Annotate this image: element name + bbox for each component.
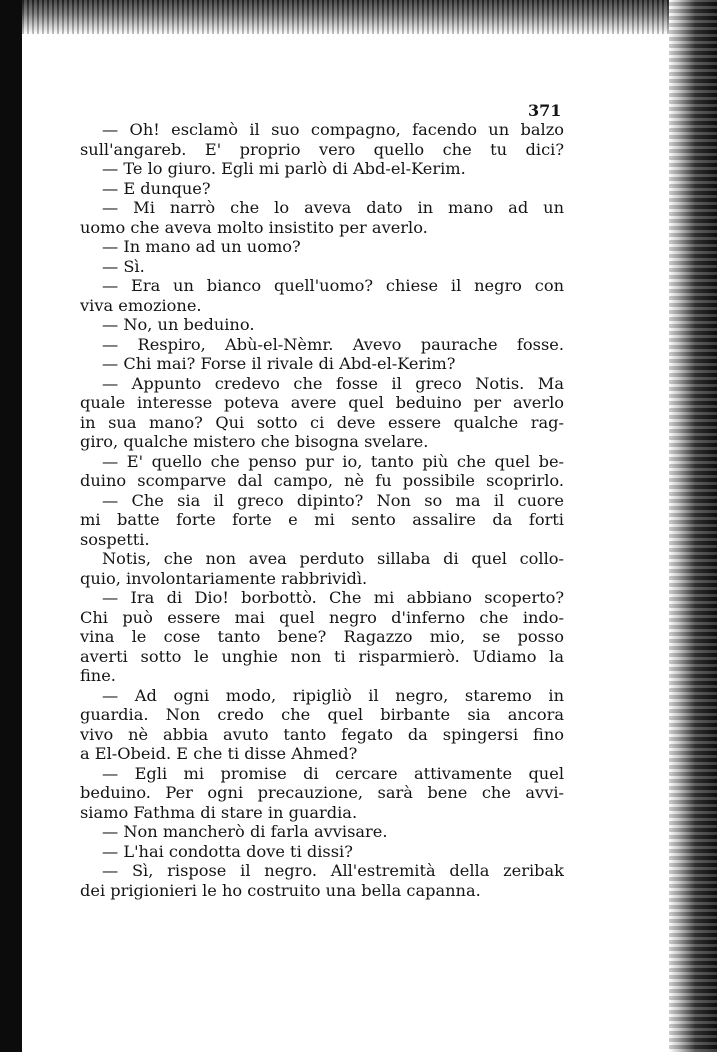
text-line: — Respiro, Abù-el-Nèmr. Avevo paurache fosse. xyxy=(102,334,564,354)
text-line: vina le cose tanto bene? Ragazzo mio, se posso xyxy=(80,627,564,646)
text-line: quio, involontariamente rabbrividì. xyxy=(80,568,368,588)
text-line: — Mi narrò che lo aveva dato in mano ad un xyxy=(102,198,564,217)
text-line: in sua mano? Qui sotto ci deve essere qualche rag- xyxy=(80,412,564,432)
text-line: fine. xyxy=(80,666,116,685)
text-line: — Egli mi promise di cercare attivamente quel xyxy=(102,763,564,783)
text-line: guardia. Non credo che quel birbante sia ancora xyxy=(80,705,564,724)
text-line: viva emozione. xyxy=(80,295,202,315)
text-line: — Era un bianco quell'uomo? chiese il negro con xyxy=(102,276,564,295)
book-binding-shadow xyxy=(0,0,22,1052)
text-line: — Sì, rispose il negro. All'estremità della zeribak xyxy=(102,861,564,880)
text-line: — Appunto credevo che fosse il greco Notis. Ma xyxy=(102,373,564,393)
text-line: Notis, che non avea perduto sillaba di quel collo- xyxy=(102,549,564,568)
text-line: — Sì. xyxy=(102,256,145,276)
text-line: averti sotto le unghie non ti risparmierò. Udiamo la xyxy=(80,646,564,666)
text-line: quale interesse poteva avere quel beduino per averlo xyxy=(80,393,564,412)
text-line: giro, qualche mistero che bisogna svelare. xyxy=(80,432,429,451)
text-line: mi batte forte forte e mi sento assalire da forti xyxy=(80,510,564,529)
text-line: sull'angareb. E' proprio vero quello che tu dici? xyxy=(80,139,564,159)
text-line: dei prigionieri le ho costruito una bella capanna. xyxy=(80,880,481,900)
text-line: — E dunque? xyxy=(102,178,211,198)
text-line: a El-Obeid. E che ti disse Ahmed? xyxy=(80,744,358,763)
text-body xyxy=(80,120,564,900)
text-line: — Ad ogni modo, ripigliò il negro, staremo in xyxy=(102,685,564,705)
page-edge-shadow xyxy=(669,0,717,1052)
text-line: — E' quello che penso pur io, tanto più che quel be- xyxy=(102,451,564,471)
text-line: uomo che aveva molto insistito per averlo. xyxy=(80,217,428,237)
text-line: siamo Fathma di stare in guardia. xyxy=(80,802,358,822)
scan-top-edge xyxy=(22,0,672,34)
text-line: — In mano ad un uomo? xyxy=(102,237,301,256)
text-line: — Che sia il greco dipinto? Non so ma il cuore xyxy=(102,490,564,510)
text-line: — Oh! esclamò il suo compagno, facendo un balzo xyxy=(102,120,564,139)
text-line: — Non mancherò di farla avvisare. xyxy=(102,822,388,841)
text-line: sospetti. xyxy=(80,529,150,549)
text-line: — Ira di Dio! borbottò. Che mi abbiano scoperto? xyxy=(102,588,564,607)
text-line: Chi può essere mai quel negro d'inferno che indo- xyxy=(80,607,564,627)
text-line: — L'hai condotta dove ti dissi? xyxy=(102,841,353,861)
text-line: — Chi mai? Forse il rivale di Abd-el-Kerim? xyxy=(102,354,456,373)
text-line: — No, un beduino. xyxy=(102,315,255,334)
text-line: — Te lo giuro. Egli mi parlò di Abd-el-Kerim. xyxy=(102,159,466,178)
text-line: duino scomparve dal campo, nè fu possibile scoprirlo. xyxy=(80,471,564,490)
text-line: beduino. Per ogni precauzione, sarà bene che avvi- xyxy=(80,783,564,802)
text-line: vivo nè abbia avuto tanto fegato da spingersi fino xyxy=(80,724,564,744)
page-number: 371 xyxy=(528,101,562,120)
